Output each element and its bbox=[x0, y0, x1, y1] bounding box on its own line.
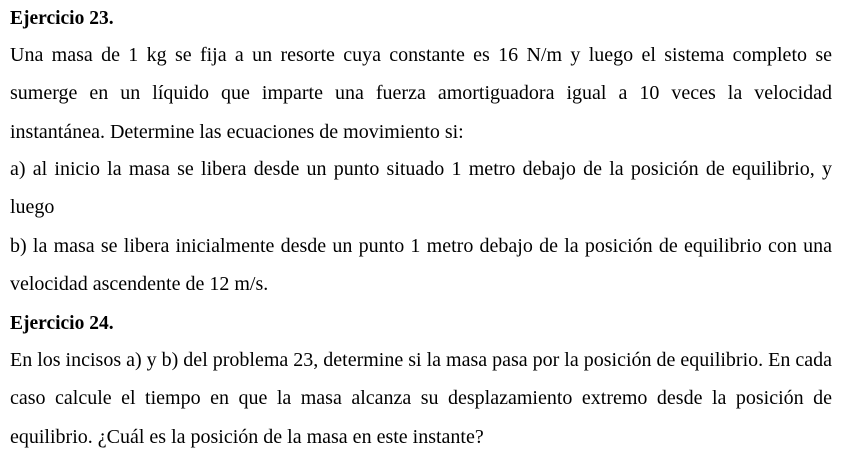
exercise-23-statement: Una masa de 1 kg se fija a un resorte cuya constante es 16 N/m y luego el sistema completo se sumerge en un líquido que imparte una fuerza amortiguadora igual a 10 veces la velocidad instantánea. Determine las ecuaciones de movimiento si: bbox=[10, 44, 832, 143]
exercise-23-title: Ejercicio 23. bbox=[10, 8, 114, 29]
exercise-24-statement: En los incisos a) y b) del problema 23, determine si la masa pasa por la posición de equilibrio. En cada caso calcule el tiempo en que la masa alcanza su desplazamiento extremo desde la posición de equilibrio. ¿Cuál es la posición de la masa en este instante? bbox=[10, 349, 832, 448]
exercise-23-part-b: b) la masa se libera inicialmente desde un punto 1 metro debajo de la posición de equilibrio con una velocidad ascendente de 12 m/s. bbox=[10, 235, 832, 296]
exercise-23-part-a: a) al inicio la masa se libera desde un punto situado 1 metro debajo de la posición de equilibrio, y luego bbox=[10, 158, 832, 219]
exercise-24-title: Ejercicio 24. bbox=[10, 313, 114, 334]
